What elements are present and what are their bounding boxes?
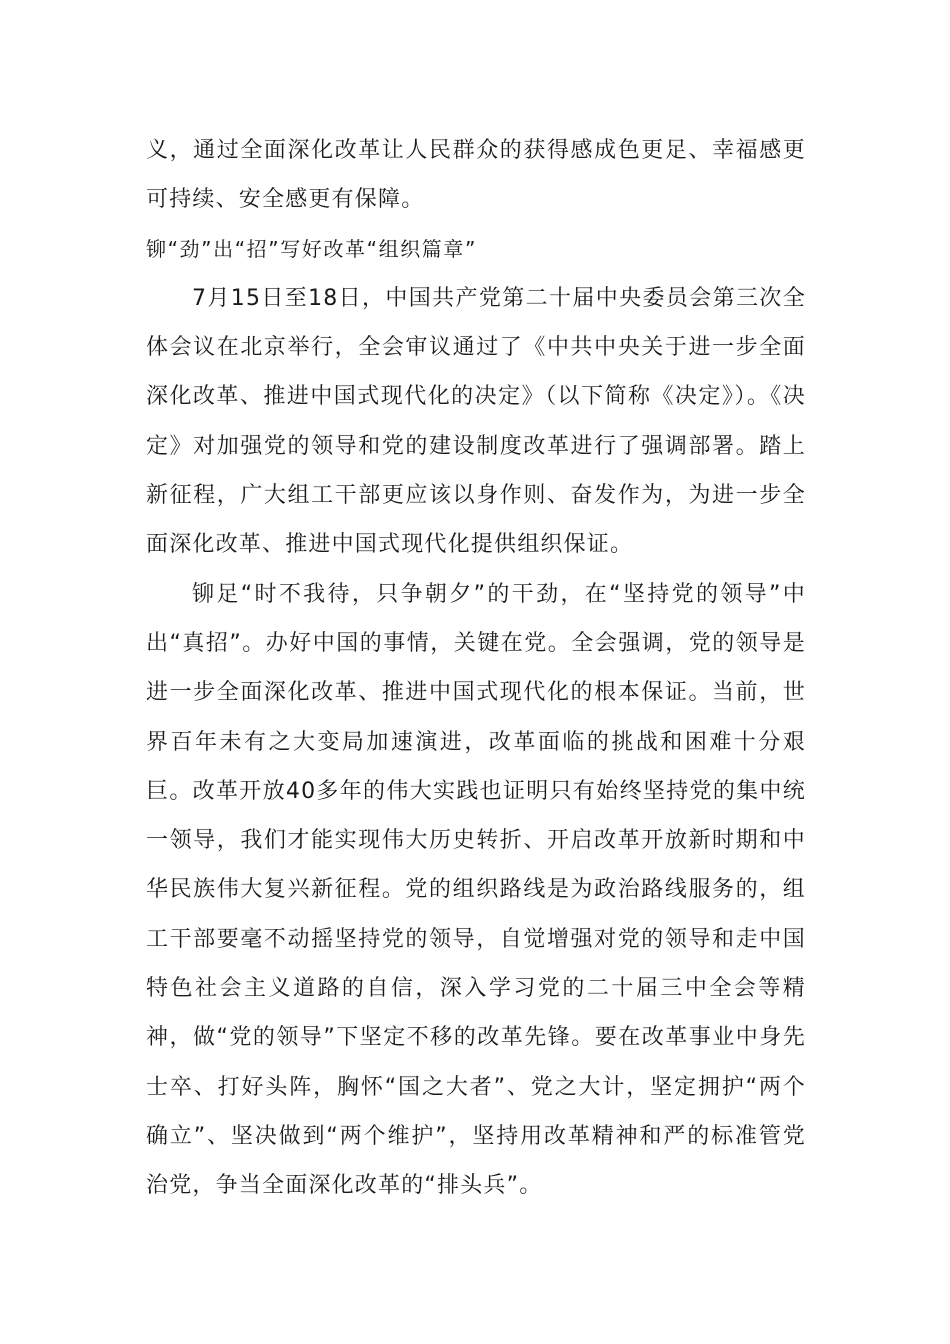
body-paragraph-1: 7月15日至18日，中国共产党第二十届中央委员会第三次全体会议在北京举行，全会审议通过了《中共中央关于进一步全面深化改革、推进中国式现代化的决定》（以下简称《决定》）。《决定》对加强党的领导和党的建设制度改革进行了强调部署。踏上新征程，广大组工干部更应该以身作则、奋发作为，为进一步全面深化改革、推进中国式现代化提供组织保证。 bbox=[146, 285, 806, 558]
body-paragraph-2: 铆足“时不我待，只争朝夕”的干劲，在“坚持党的领导”中出“真招”。办好中国的事情，关键在党。全会强调，党的领导是进一步全面深化改革、推进中国式现代化的根本保证。当前，世界百年未有之大变局加速演进，改革面临的挑战和困难十分艰巨。改革开放40多年的伟大实践也证明只有始终坚持党的集中统一领导，我们才能实现伟大历史转折、开启改革开放新时期和中华民族伟大复兴新征程。党的组织路线是为政治路线服务的，组工干部要毫不动摇坚持党的领导，自觉增强对党的领导和走中国特色社会主义道路的自信，深入学习党的二十届三中全会等精神，做“党的领导”下坚定不移的改革先锋。要在改革事业中身先士卒、打好头阵，胸怀“国之大者”、党之大计，坚定拥护“两个确立”、坚决做到“两个维护”，坚持用改革精神和严的标准管党治党，争当全面深化改革的“排头兵”。 bbox=[146, 581, 806, 1199]
continuation-paragraph: 义，通过全面深化改革让人民群众的获得感成色更足、幸福感更可持续、安全感更有保障。 bbox=[146, 138, 806, 213]
document-body bbox=[146, 126, 806, 1211]
section-heading: 铆“劲”出“招”写好改革“组织篇章” bbox=[146, 236, 477, 261]
